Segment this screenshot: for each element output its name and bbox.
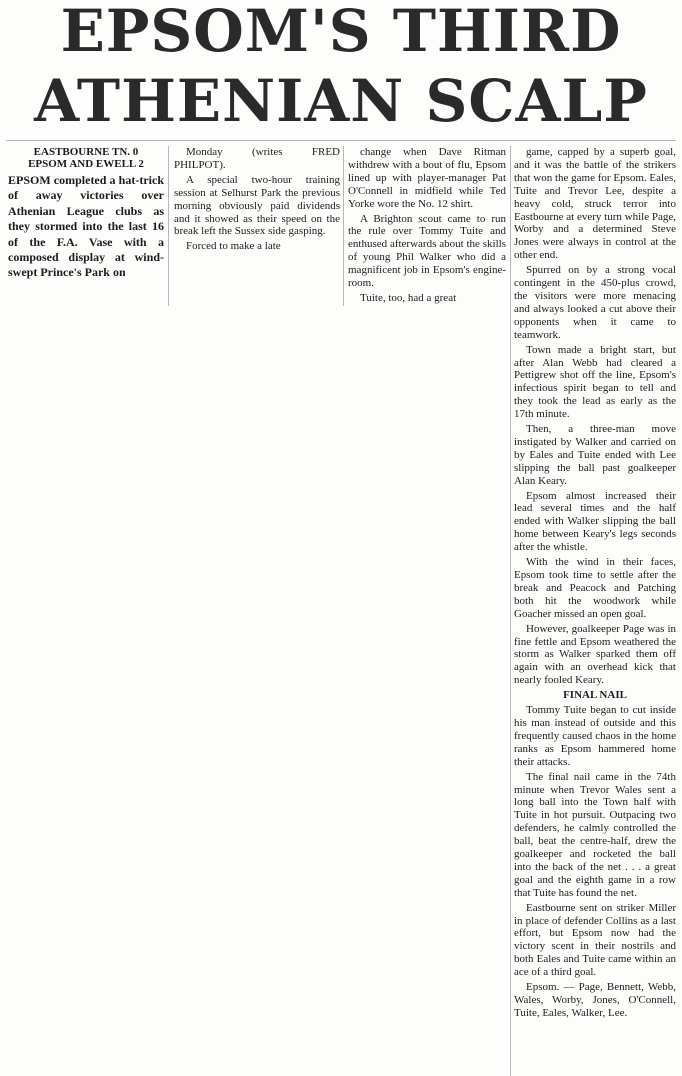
paragraph: However, goalkeeper Page was in fine fettle and Epsom weathered the storm as Walker sparked them off again with an overhead kick that nearly fooled Keary.	[514, 622, 676, 687]
paragraph: Eastbourne sent on striker Miller in place of defender Collins as a last effort, but Epsom now had the victory scent in their nostrils and both Eales and Tuite came within an ace of a third goal.	[514, 901, 676, 979]
headline-line-2: ATHENIAN SCALP	[34, 67, 648, 135]
paragraph: The final nail came in the 74th minute when Trevor Wales sent a long ball into the Town half with Tuite in hot pursuit. Outpacing two defenders, he calmly controlled the ball, beat the centre-half, drew the goalkeeper and rocketed the ball into the back of the net . . . a great goal and the eighth game in a row that Tuite has found the net.	[514, 770, 676, 899]
column-1	[8, 146, 164, 306]
paragraph: game, capped by a superb goal, and it was the battle of the strikers that won the game for Epsom. Eales, Tuite and Trevor Lee, despite a heavy cold, struck terror into Eastbourne at every turn while Page, Worby and a determined Steve Jones were always in control at the other end.	[514, 146, 676, 262]
headline-line-1: EPSOM'S THIRD	[60, 0, 622, 65]
team-line: Epsom. — Page, Bennett, Webb, Wales, Worby, Jones, O'Connell, Tuite, Eales, Walker, Lee.	[514, 981, 676, 1019]
paragraph: Tommy Tuite began to cut inside his man instead of outside and this frequently caused chaos in the home ranks as Epsom hammered home their attacks.	[514, 704, 676, 768]
column-2	[174, 146, 340, 310]
column-rule-2	[343, 146, 344, 306]
headline-rule	[6, 140, 676, 141]
paragraph: Tuite, too, had a great	[360, 291, 457, 304]
paragraph: change when Dave Ritman withdrew with a bout of flu, Epsom lined up with player-manager Pat O'Connell in midfield while Ted Yorke wore the No. 12 shirt.	[348, 146, 506, 210]
paragraph: Town made a bright start, but after Alan Webb had cleared a Pettigrew shot off the line, Epsom's infectious spirit began to tell and they took the lead as early as the 17th minute.	[514, 343, 676, 421]
paragraph: Monday (writes FRED PHILPOT).	[174, 146, 340, 171]
lead-paragraph: EPSOM completed a hat-trick of away victories over Athenian League clubs as they stormed into the last 16 of the F.A. Vase with a composed display at wind-swept Prince's Park on	[8, 173, 164, 280]
column-rule-1	[168, 146, 169, 306]
column-rule-3	[510, 146, 511, 1076]
paragraph: Epsom almost increased their lead several times and the half ended with Walker slipping the ball home between Keary's legs seconds after the whistle.	[514, 489, 676, 554]
column-3	[348, 146, 506, 310]
column-4	[514, 146, 676, 1072]
crosshead: FINAL NAIL	[563, 689, 627, 702]
paragraph: Spurred on by a strong vocal contingent in the 450-plus crowd, the visitors were more menacing and always looked a cut above their opponents when it came to teamwork.	[514, 264, 676, 341]
paragraph: With the wind in their faces, Epsom took time to settle after the break and Peacock and Patching both hit the woodwork while Goacher missed an open goal.	[514, 556, 676, 620]
scoreline-home: EASTBOURNE TN. 0	[33, 146, 139, 158]
paragraph: Then, a three-man move instigated by Walker and carried on by Eales and Tuite ended with Lee slipping the ball past goalkeeper Alan Keary.	[514, 423, 676, 487]
paragraph: A Brighton scout came to run the rule over Tommy Tuite and enthused afterwards about the skills of young Phil Walker who did a magnificent job in Epsom's engine-room.	[348, 212, 506, 290]
scoreline-away: EPSOM AND EWELL 2	[28, 158, 144, 170]
paragraph: A special two-hour training session at Selhurst Park the previous morning obviously paid dividends and it showed as their speed on the break left the Sussex side gasping.	[174, 173, 340, 238]
paragraph: Forced to make a late	[186, 240, 281, 253]
